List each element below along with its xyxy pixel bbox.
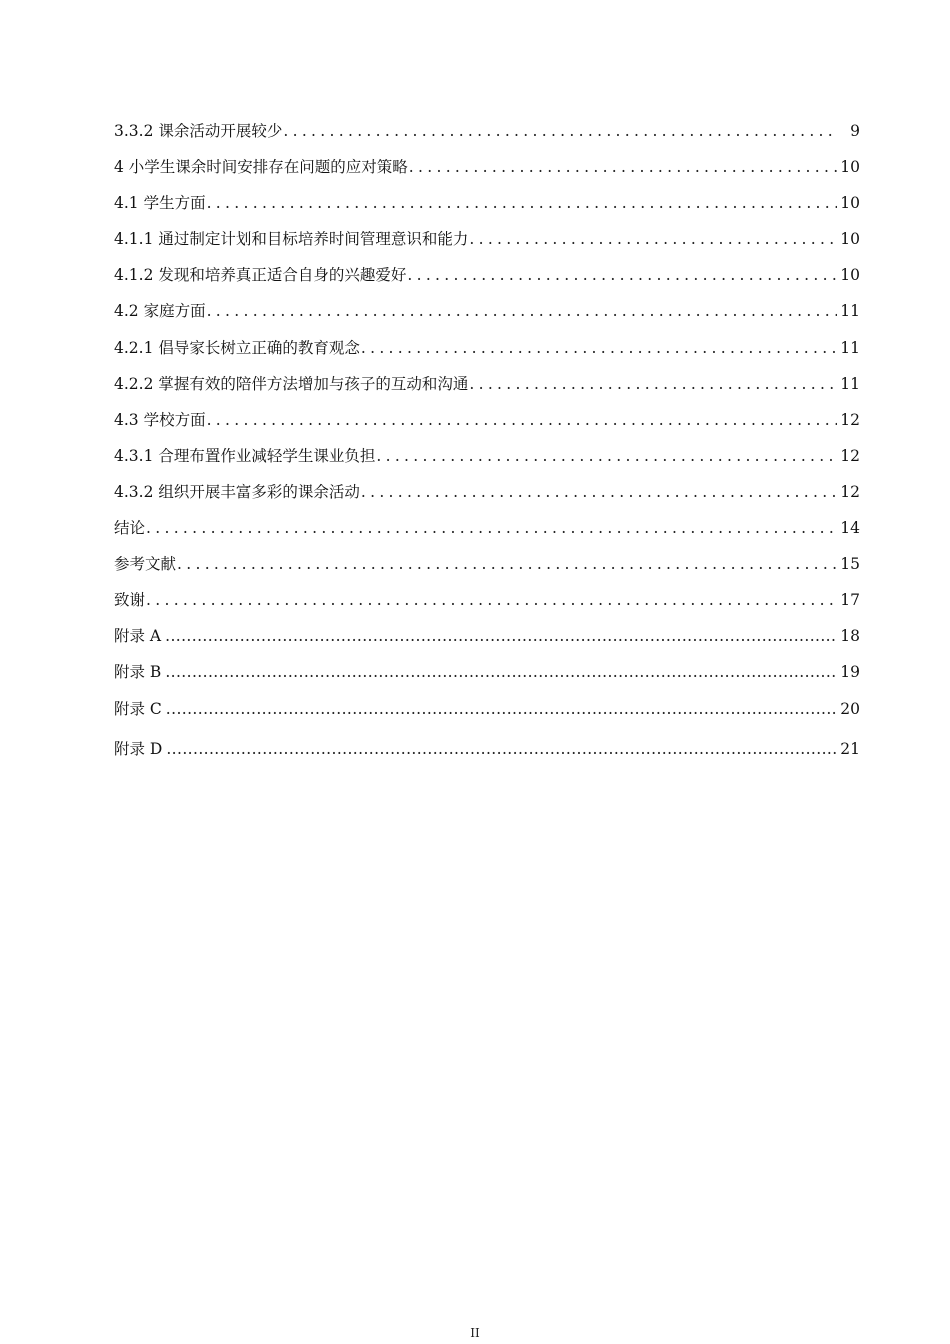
- toc-entry-page: 12: [840, 482, 860, 501]
- toc-entry-title: 4.2.2 掌握有效的陪伴方法增加与孩子的互动和沟通: [114, 374, 469, 393]
- toc-entry-page: 19: [840, 663, 860, 682]
- toc-entry-references[interactable]: [114, 546, 860, 582]
- toc-entry-4-3-1[interactable]: [114, 438, 860, 474]
- toc-entry-page: 17: [840, 591, 860, 610]
- toc-entry-conclusion[interactable]: [114, 510, 860, 546]
- toc-entry-4[interactable]: [114, 149, 860, 185]
- toc-entry-title: 4.3.2 组织开展丰富多彩的课余活动: [114, 482, 360, 501]
- toc-entry-title: 4.1.2 发现和培养真正适合自身的兴趣爱好: [114, 266, 407, 285]
- dot-leader: [361, 330, 837, 366]
- toc-entry-page: 11: [840, 302, 860, 321]
- toc-entry-page: 10: [840, 230, 860, 249]
- dot-leader: [283, 113, 837, 149]
- toc-entry-page: 14: [840, 519, 860, 538]
- toc-entry-page: 11: [840, 338, 860, 357]
- toc-entry-title: 4.1.1 通过制定计划和目标培养时间管理意识和能力: [114, 230, 469, 249]
- dot-leader: [376, 438, 837, 474]
- toc-entry-page: 12: [840, 410, 860, 429]
- toc-entry-title: 附录 C: [114, 699, 162, 718]
- dot-leader: [469, 221, 837, 257]
- toc-entry-title: 附录 A: [114, 627, 162, 646]
- toc-entry-page: 10: [840, 266, 860, 285]
- toc-entry-appendix-a[interactable]: [114, 618, 860, 654]
- dot-leader: [207, 402, 837, 438]
- dot-leader: [409, 149, 837, 185]
- toc-entry-title: 3.3.2 课余活动开展较少: [114, 122, 283, 140]
- toc-entry-4-2-1[interactable]: [114, 330, 860, 366]
- toc-entry-title: 4.3 学校方面: [114, 410, 206, 429]
- toc-entry-page: 15: [840, 555, 860, 574]
- toc-entry-title: 致谢: [114, 591, 146, 610]
- toc-entry-page: 20: [840, 699, 860, 718]
- dot-leader: [166, 691, 837, 727]
- toc-entry-title: 4 小学生课余时间安排存在问题的应对策略: [114, 158, 408, 177]
- toc-entry-page: 18: [840, 627, 860, 646]
- dot-leader: [165, 618, 837, 654]
- toc-entry-4-2[interactable]: [114, 293, 860, 329]
- toc-entry-4-3[interactable]: [114, 402, 860, 438]
- toc-entry-4-1[interactable]: [114, 185, 860, 221]
- toc-entry-title: 结论: [114, 519, 146, 538]
- toc-entry-title: 参考文献: [114, 555, 177, 574]
- toc-entry-title: 4.2.1 倡导家长树立正确的教育观念: [114, 338, 360, 357]
- toc-entry-title: 4.2 家庭方面: [114, 302, 206, 321]
- toc-entry-title: 4.3.1 合理布置作业减轻学生课业负担: [114, 446, 376, 465]
- toc-entry-page: 10: [840, 158, 860, 177]
- toc-entry-page: 10: [840, 194, 860, 213]
- dot-leader: [361, 474, 837, 510]
- dot-leader: [177, 546, 837, 582]
- toc-entry-4-2-2[interactable]: [114, 366, 860, 402]
- table-of-contents: [114, 113, 860, 767]
- toc-entry-4-3-2[interactable]: [114, 474, 860, 510]
- toc-entry-appendix-d[interactable]: [114, 727, 860, 767]
- toc-entry-page: 21: [840, 739, 860, 758]
- dot-leader: [207, 185, 837, 221]
- dot-leader: [146, 582, 837, 618]
- toc-entry-acknowledgements[interactable]: [114, 582, 860, 618]
- dot-leader: [146, 510, 837, 546]
- toc-entry-appendix-b[interactable]: [114, 654, 860, 690]
- toc-entry-page: 9: [850, 122, 860, 140]
- toc-entry-page: 12: [840, 446, 860, 465]
- toc-entry-title: 4.1 学生方面: [114, 194, 206, 213]
- dot-leader: [407, 257, 837, 293]
- toc-entry-title: 附录 D: [114, 739, 163, 758]
- dot-leader: [207, 293, 837, 329]
- dot-leader: [469, 366, 837, 402]
- toc-entry-4-1-2[interactable]: [114, 257, 860, 293]
- toc-entry-3-3-2[interactable]: [114, 113, 860, 149]
- toc-entry-page: 11: [840, 374, 860, 393]
- toc-entry-title: 附录 B: [114, 663, 162, 682]
- toc-entry-4-1-1[interactable]: [114, 221, 860, 257]
- dot-leader: [165, 654, 837, 690]
- page-number-footer: II: [470, 1326, 480, 1340]
- toc-entry-appendix-c[interactable]: [114, 691, 860, 727]
- dot-leader: [166, 727, 837, 771]
